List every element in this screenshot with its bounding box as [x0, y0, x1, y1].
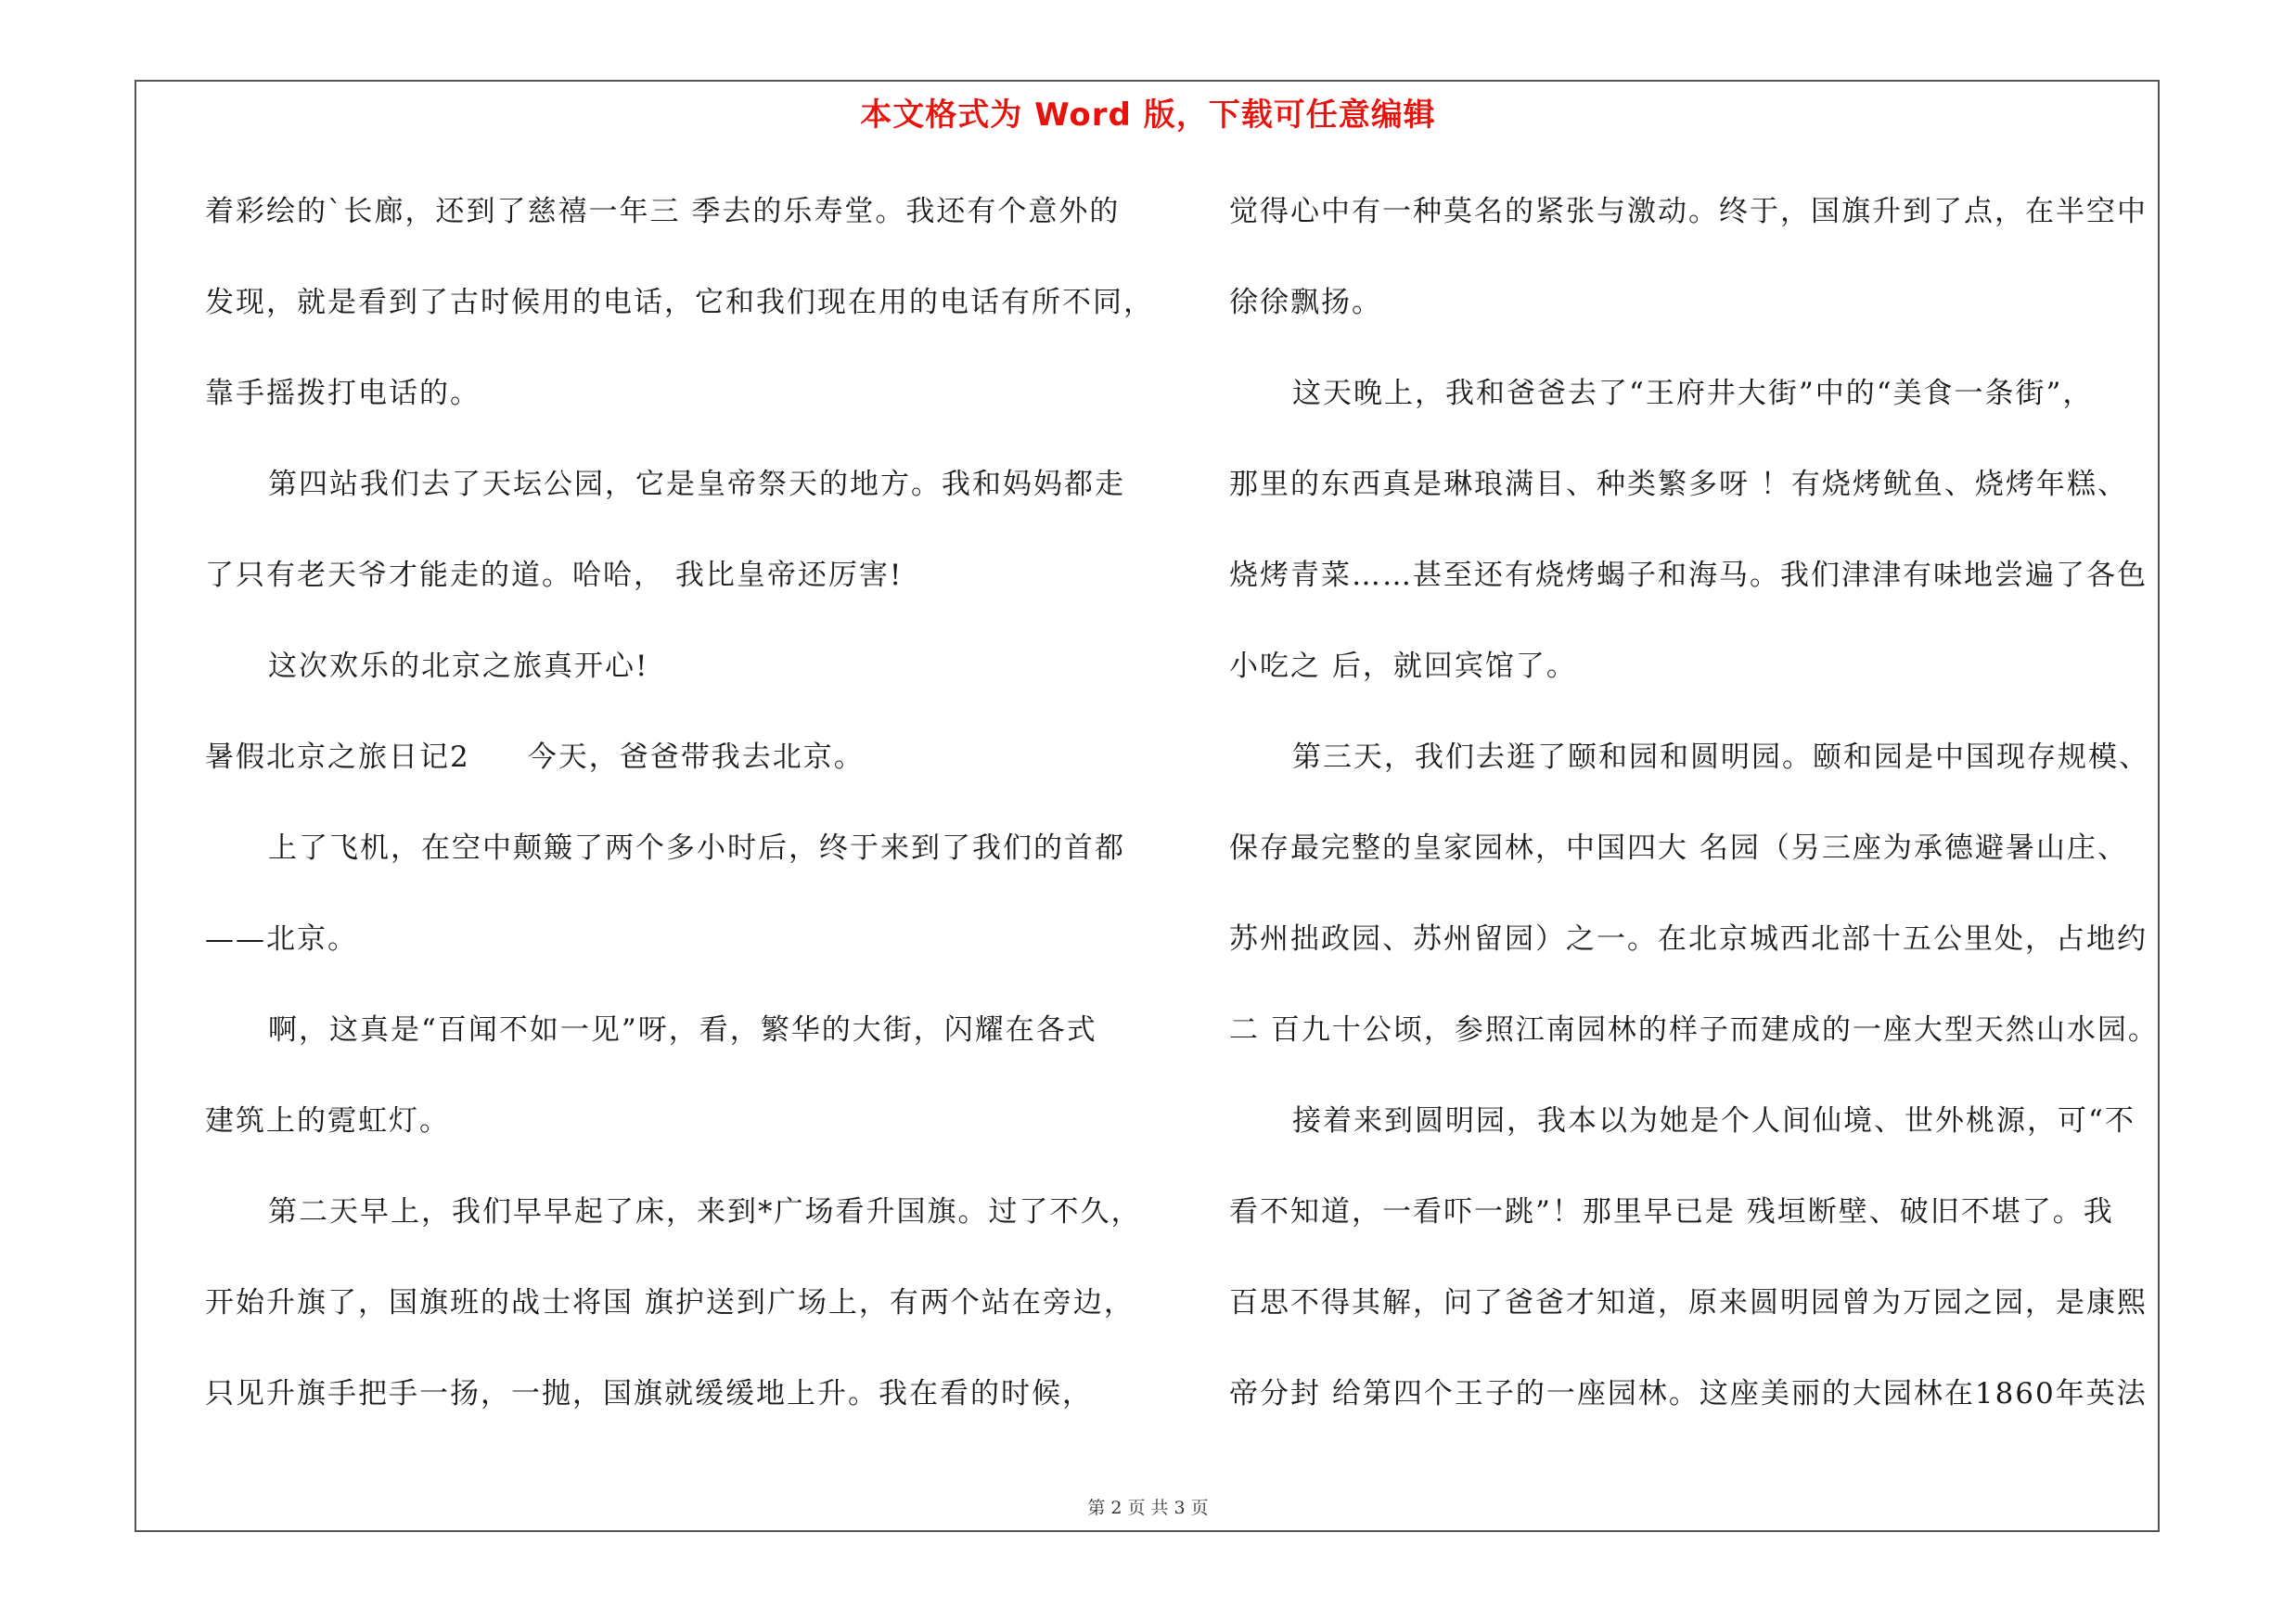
body-line: 发现，就是看到了古时候用的电话，它和我们现在用的电话有所不同，	[205, 286, 1154, 319]
body-line: 建筑上的霓虹灯。	[205, 1104, 450, 1138]
paragraph-start: 这天晚上，我和爸爸去了“王府井大街”中的“美食一条街”，	[1292, 377, 2094, 410]
body-line: 苏州拙政园、苏州留园）之一。在北京城西北部十五公里处，占地约	[1229, 922, 2148, 956]
body-line: 保存最完整的皇家园林，中国四大 名园（另三座为承德避暑山庄、	[1229, 831, 2128, 865]
body-line: 了只有老天爷才能走的道。哈哈， 我比皇帝还厉害!	[205, 559, 904, 592]
body-line: 开始升旗了，国旗班的战士将国 旗护送到广场上，有两个站在旁边，	[205, 1286, 1135, 1320]
body-line: ——北京。	[205, 922, 358, 956]
body-line: 帝分封 给第四个王子的一座园林。这座美丽的大园林在1860年英法	[1229, 1377, 2148, 1410]
body-text: 今天，爸爸带我去北京。	[527, 741, 865, 774]
left-column	[205, 181, 1154, 1454]
body-line: 徐徐飘扬。	[1229, 286, 1382, 319]
diary-title: 暑假北京之旅日记2	[205, 741, 470, 774]
body-line: 那里的东西真是琳琅满目、种类繁多呀 ！有烧烤鱿鱼、烧烤年糕、	[1229, 468, 2128, 501]
body-line: 觉得心中有一种莫名的紧张与激动。终于，国旗升到了点，在半空中	[1229, 195, 2148, 228]
paragraph-start: 第三天，我们去逛了颐和园和圆明园。颐和园是中国现存规模、	[1292, 741, 2149, 774]
paragraph-start: 第二天早上，我们早早起了床，来到*广场看升国旗。过了不久，	[268, 1195, 1142, 1229]
header-banner: 本文格式为 Word 版，下载可任意编辑	[860, 97, 1436, 134]
paragraph-start: 第四站我们去了天坛公园，它是皇帝祭天的地方。我和妈妈都走	[268, 468, 1125, 501]
paragraph-start: 这次欢乐的北京之旅真开心!	[268, 650, 649, 683]
paragraph-start: 接着来到圆明园，我本以为她是个人间仙境、世外桃源，可“不	[1292, 1104, 2136, 1138]
right-column	[1229, 181, 2159, 1454]
body-line: 靠手摇拨打电话的。	[205, 377, 481, 410]
body-line: 小吃之 后，就回宾馆了。	[1229, 650, 1577, 683]
body-line: 看不知道，一看吓一跳”！那里早已是 残垣断壁、破旧不堪了。我	[1229, 1195, 2114, 1229]
page-number-footer: 第 2 页 共 3 页	[1087, 1498, 1209, 1518]
body-line: 百思不得其解，问了爸爸才知道，原来圆明园曾为万园之园，是康熙	[1229, 1286, 2148, 1320]
diary-title-line	[205, 727, 1123, 818]
body-line: 烧烤青菜……甚至还有烧烤蝎子和海马。我们津津有味地尝遍了各色	[1229, 559, 2148, 592]
body-line: 着彩绘的`长廊，还到了慈禧一年三 季去的乐寿堂。我还有个意外的	[205, 195, 1121, 228]
body-line: 二 百九十公顷，参照江南园林的样子而建成的一座大型天然山水园。	[1229, 1013, 2159, 1047]
paragraph-start: 啊，这真是“百闻不如一见”呀，看，繁华的大街，闪耀在各式	[268, 1013, 1097, 1047]
body-line: 只见升旗手把手一扬，一抛，国旗就缓缓地上升。我在看的时候，	[205, 1377, 1093, 1410]
paragraph-start: 上了飞机，在空中颠簸了两个多小时后，终于来到了我们的首都	[268, 831, 1125, 865]
